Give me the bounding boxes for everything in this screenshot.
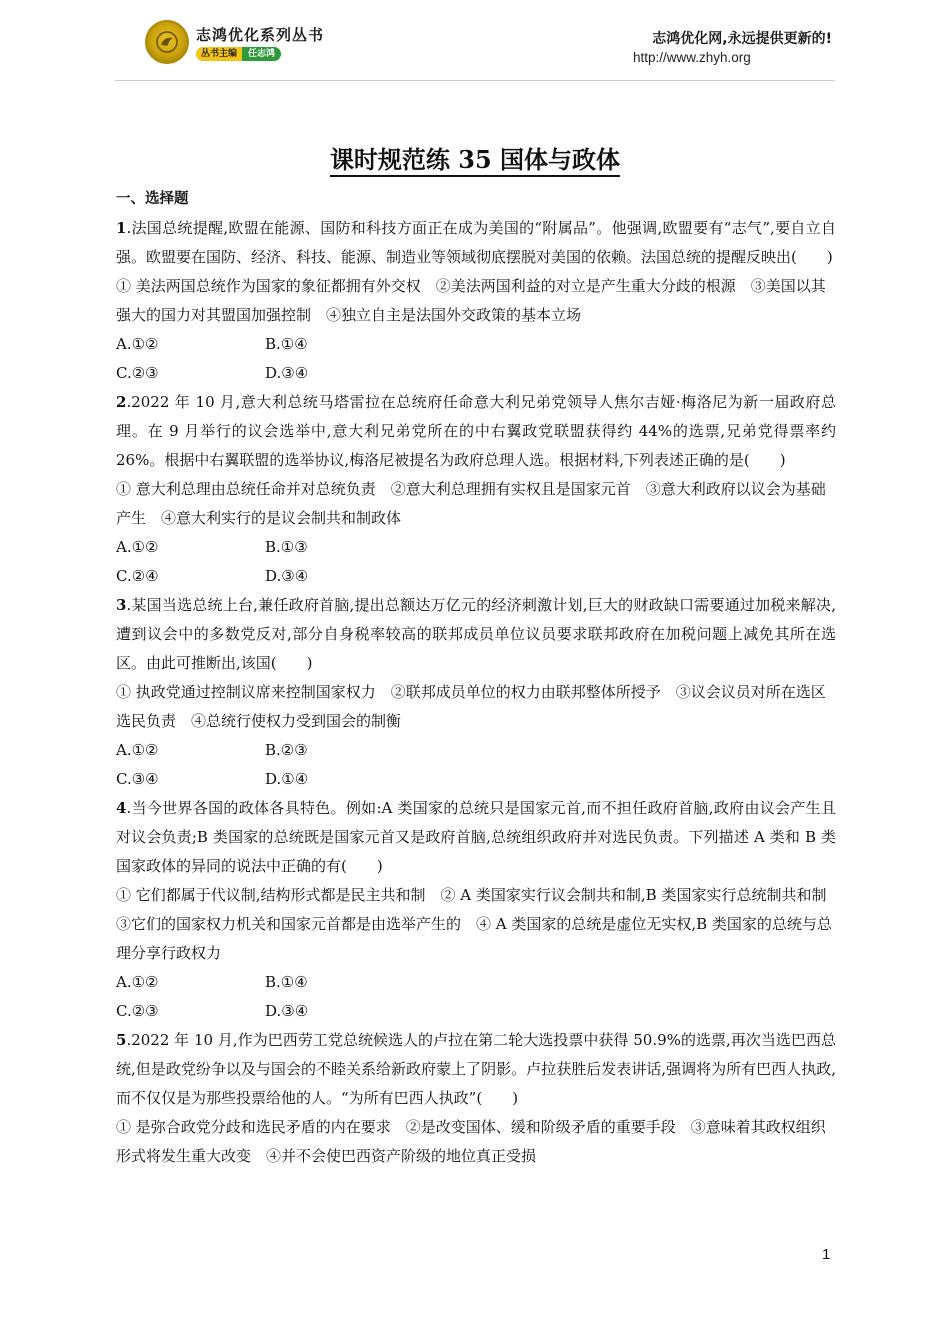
- question-content: [116, 185, 842, 1171]
- choice-a[interactable]: A.①②: [116, 741, 159, 759]
- site-url-link[interactable]: http://www.zhyh.org: [633, 50, 751, 65]
- choice-a[interactable]: A.①②: [116, 538, 159, 556]
- answer-choices: [116, 330, 836, 388]
- question-5: [116, 1026, 836, 1171]
- question-text: .2022 年 10 月,作为巴西劳工党总统候选人的卢拉在第二轮大选投票中获得 50.9%的选票,再次当选巴西总统,但是政党纷争以及与国会的不睦关系给新政府蒙上了阴影。卢拉获胜后发表讲话,强调将为所有巴西人执政,而不仅仅是为那些投票给他的人。“为所有巴西人执政”( ): [116, 1031, 836, 1107]
- question-3: [116, 591, 836, 794]
- answer-choices: [116, 736, 836, 794]
- choice-c[interactable]: C.②③: [116, 1002, 159, 1020]
- page-title: [0, 140, 950, 175]
- question-statements: ① 是弥合政党分歧和选民矛盾的内在要求 ②是改变国体、缓和阶级矛盾的重要手段 ③意味着其政权组织形式将发生重大改变 ④并不会使巴西资产阶级的地位真正受损: [116, 1118, 826, 1165]
- bird-emblem-icon: [155, 30, 179, 54]
- question-number: 1: [116, 219, 127, 237]
- question-statements: ① 它们都属于代议制,结构形式都是民主共和制 ② A 类国家实行议会制共和制,B 类国家实行总统制共和制 ③它们的国家权力机关和国家元首都是由选举产生的 ④ A 类国家的总统是虚位无实权,B 类国家的总统与总理分享行政权力: [116, 886, 842, 962]
- question-stem: [116, 388, 836, 475]
- question-text: .2022 年 10 月,意大利总统马塔雷拉在总统府任命意大利兄弟党领导人焦尔吉娅·梅洛尼为新一届政府总理。在 9 月举行的议会选举中,意大利兄弟党所在的中右翼政党联盟获得约 44%的选票,兄弟党得票率约 26%。根据中右翼联盟的选举协议,梅洛尼被提名为政府总理人选。根据材料,下列表述正确的是( ): [116, 393, 836, 469]
- brand-title: 志鸿优化系列丛书: [196, 26, 325, 44]
- choice-a[interactable]: A.①②: [116, 335, 159, 353]
- question-number: 5: [116, 1031, 127, 1049]
- brand-editor-tag: [196, 47, 281, 61]
- question-2: [116, 388, 836, 591]
- question-number: 2: [116, 393, 127, 411]
- question-stem: [116, 591, 836, 678]
- question-number: 4: [116, 799, 127, 817]
- choice-b[interactable]: B.①④: [265, 973, 308, 991]
- choice-a[interactable]: A.①②: [116, 973, 159, 991]
- question-statements: ① 意大利总理由总统任命并对总统负责 ②意大利总理拥有实权且是国家元首 ③意大利政府以议会为基础产生 ④意大利实行的是议会制共和制政体: [116, 480, 826, 527]
- brand-seal-logo: [145, 20, 189, 64]
- answer-choices: [116, 533, 836, 591]
- question-text: .某国当选总统上台,兼任政府首脑,提出总额达万亿元的经济刺激计划,巨大的财政缺口需要通过加税来解决,遭到议会中的多数党反对,部分自身税率较高的联邦成员单位议员要求联邦政府在加税问题上减免其所在选区。由此可推断出,该国( ): [116, 596, 836, 672]
- choice-d[interactable]: D.③④: [265, 364, 309, 382]
- choice-d[interactable]: D.③④: [265, 1002, 309, 1020]
- question-4: [116, 794, 842, 1026]
- choice-b[interactable]: B.②③: [265, 741, 308, 759]
- question-1: [116, 214, 836, 388]
- choice-b[interactable]: B.①④: [265, 335, 308, 353]
- section-heading: 一、选择题: [116, 191, 189, 207]
- site-slogan: 志鸿优化网,永远提供更新的!: [652, 31, 832, 47]
- question-stem: [116, 794, 836, 881]
- question-number: 3: [116, 596, 127, 614]
- editor-label: 丛书主编: [196, 47, 242, 61]
- editor-name: 任志鸿: [242, 47, 281, 61]
- choice-c[interactable]: C.②④: [116, 567, 159, 585]
- question-stem: [116, 1026, 836, 1113]
- page-header: [0, 0, 950, 82]
- choice-c[interactable]: C.②③: [116, 364, 159, 382]
- page-title-text: 课时规范练 35 国体与政体: [330, 145, 620, 177]
- choice-b[interactable]: B.①③: [265, 538, 308, 556]
- page-number: 1: [822, 1246, 831, 1263]
- answer-choices: [116, 968, 836, 1026]
- question-text: .当今世界各国的政体各具特色。例如:A 类国家的总统只是国家元首,而不担任政府首脑,政府由议会产生且对议会负责;B 类国家的总统既是国家元首又是政府首脑,总统组织政府并对选民负责。下列描述 A 类和 B 类国家政体的异同的说法中正确的有( ): [116, 799, 836, 875]
- question-text: .法国总统提醒,欧盟在能源、国防和科技方面正在成为美国的“附属品”。他强调,欧盟要有“志气”,要自立自强。欧盟要在国防、经济、科技、能源、制造业等领域彻底摆脱对美国的依赖。法国总统的提醒反映出( ): [116, 219, 836, 266]
- choice-d[interactable]: D.①④: [265, 770, 309, 788]
- choice-c[interactable]: C.③④: [116, 770, 159, 788]
- question-stem: [116, 214, 836, 272]
- question-statements: ① 执政党通过控制议席来控制国家权力 ②联邦成员单位的权力由联邦整体所授予 ③议会议员对所在选区选民负责 ④总统行使权力受到国会的制衡: [116, 683, 826, 730]
- choice-d[interactable]: D.③④: [265, 567, 309, 585]
- question-statements: ① 美法两国总统作为国家的象征都拥有外交权 ②美法两国利益的对立是产生重大分歧的根源 ③美国以其强大的国力对其盟国加强控制 ④独立自主是法国外交政策的基本立场: [116, 277, 826, 324]
- header-divider: [115, 80, 835, 81]
